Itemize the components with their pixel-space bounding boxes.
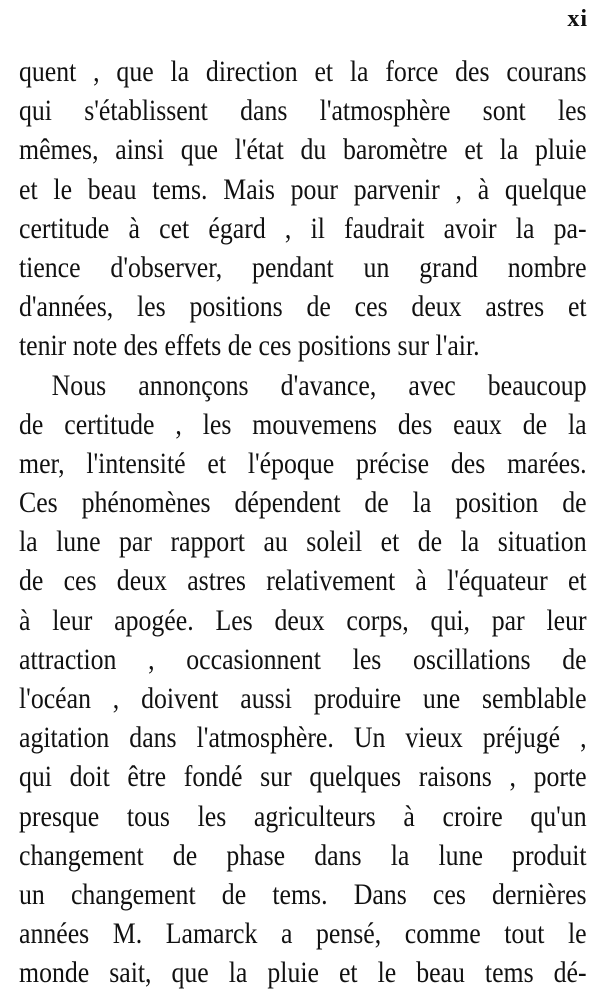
text-line: monde sait, que la pluie et le beau tems dé-: [19, 956, 587, 990]
text-line: certitude à cet égard , il faudrait avoir la pa-: [19, 211, 587, 245]
text-line: années M. Lamarck a pensé, comme tout le: [19, 917, 587, 951]
text-line: attraction , occasionnent les oscillations de: [19, 642, 587, 676]
text-line: qui doit être fondé sur quelques raisons , porte: [19, 760, 587, 794]
text-line: mêmes, ainsi que l'état du baromètre et la pluie: [19, 133, 587, 167]
text-line: un changement de tems. Dans ces dernières: [19, 877, 587, 911]
text-line: de ces deux astres relativement à l'équateur et: [19, 564, 587, 598]
text-line: l'océan , doivent aussi produire une semblable: [19, 682, 587, 715]
paragraph-1: [19, 52, 587, 366]
text-line: agitation dans l'atmosphère. Un vieux préjugé ,: [19, 721, 587, 755]
page-number: xi: [567, 6, 588, 32]
text-line: qui s'établissent dans l'atmosphère sont les: [19, 94, 587, 128]
text-line: et le beau tems. Mais pour parvenir , à quelque: [19, 172, 587, 206]
text-line: Nous annonçons d'avance, avec beaucoup: [51, 368, 587, 402]
text-line: mer, l'intensité et l'époque précise des marées.: [19, 446, 587, 480]
text-line: quent , que la direction et la force des courans: [19, 55, 587, 88]
text-line: presque tous les agriculteurs à croire qu'un: [19, 799, 587, 833]
text-line: d'années, les positions de ces deux astres et: [19, 290, 587, 324]
text-line: à leur apogée. Les deux corps, qui, par leur: [19, 603, 587, 637]
text-line: tenir note des effets de ces positions sur l'air.: [19, 329, 480, 363]
text-line: Ces phénomènes dépendent de la position de: [19, 486, 587, 520]
text-line: changement de phase dans la lune produit: [19, 838, 587, 872]
paragraph-2: [19, 366, 587, 993]
text-line: la lune par rapport au soleil et de la situation: [19, 525, 587, 559]
text-line: tience d'observer, pendant un grand nombre: [19, 250, 587, 284]
text-line: de certitude , les mouvemens des eaux de la: [19, 407, 587, 441]
body-text: [19, 52, 587, 993]
